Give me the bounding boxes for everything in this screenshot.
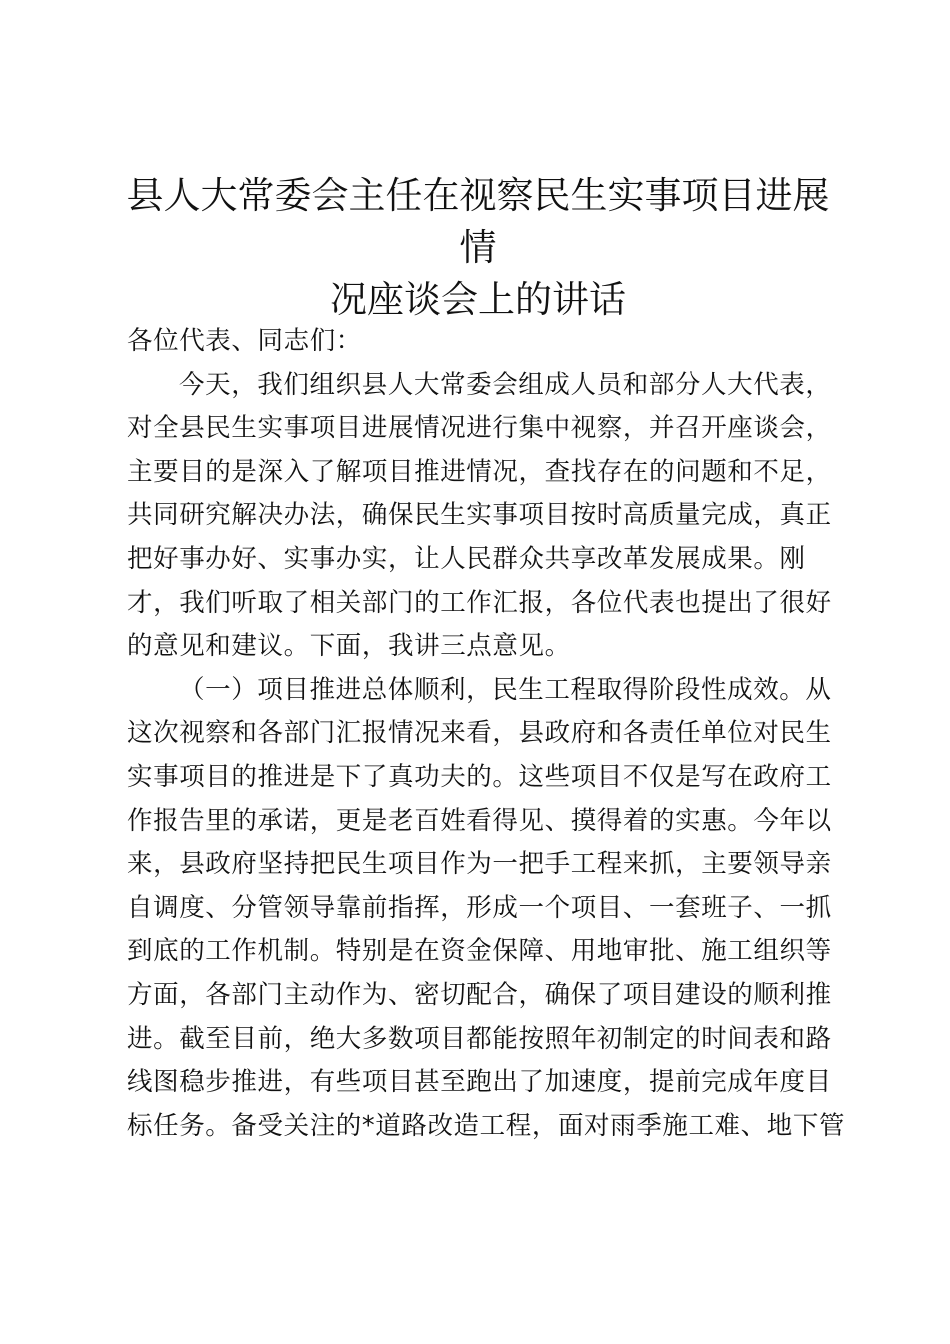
paragraph-line: 标任务。备受关注的*道路改造工程，面对雨季施工难、地下管 — [127, 1110, 846, 1141]
paragraph-line: 对全县民生实事项目进展情况进行集中视察，并召开座谈会， — [127, 413, 832, 444]
paragraph-line: 实事项目的推进是下了真功夫的。这些项目不仅是写在政府工 — [127, 761, 832, 792]
paragraph-line: 的意见和建议。下面，我讲三点意见。 — [127, 631, 571, 662]
paragraph-line: 线图稳步推进，有些项目甚至跑出了加速度，提前完成年度目 — [127, 1067, 832, 1098]
salutation: 各位代表、同志们： — [127, 326, 362, 356]
paragraph-line: 到底的工作机制。特别是在资金保障、用地审批、施工组织等 — [127, 936, 832, 967]
paragraph-line: 把好事办好、实事办实，让人民群众共享改革发展成果。刚 — [127, 543, 806, 574]
title-line: 况座谈会上的讲话 — [330, 278, 626, 321]
paragraph-1 — [127, 364, 837, 669]
section-heading-line: （一）项目推进总体顺利，民生工程取得阶段性成效。从 — [179, 674, 832, 705]
paragraph-line: 进。截至目前，绝大多数项目都能按照年初制定的时间表和路 — [127, 1023, 832, 1054]
paragraph-line: 这次视察和各部门汇报情况来看，县政府和各责任单位对民生 — [127, 718, 832, 749]
document-title — [120, 170, 836, 326]
paragraph-line: 才，我们听取了相关部门的工作汇报，各位代表也提出了很好 — [127, 587, 832, 618]
document-body — [127, 320, 846, 1148]
paragraph-line: 共同研究解决办法，确保民生实事项目按时高质量完成，真正 — [127, 500, 832, 531]
paragraph-line: 方面，各部门主动作为、密切配合，确保了项目建设的顺利推 — [127, 979, 832, 1010]
paragraph-2 — [127, 669, 846, 1149]
paragraph-line: 主要目的是深入了解项目推进情况，查找存在的问题和不足， — [127, 456, 832, 487]
paragraph-line: 来，县政府坚持把民生项目作为一把手工程来抓，主要领导亲 — [127, 849, 832, 880]
paragraph-line: 自调度、分管领导靠前指挥，形成一个项目、一套班子、一抓 — [127, 892, 832, 923]
title-line: 县人大常委会主任在视察民生实事项目进展情 — [126, 174, 830, 269]
paragraph-line: 作报告里的承诺，更是老百姓看得见、摸得着的实惠。今年以 — [127, 805, 832, 836]
paragraph-line: 今天，我们组织县人大常委会组成人员和部分人大代表， — [179, 369, 832, 400]
